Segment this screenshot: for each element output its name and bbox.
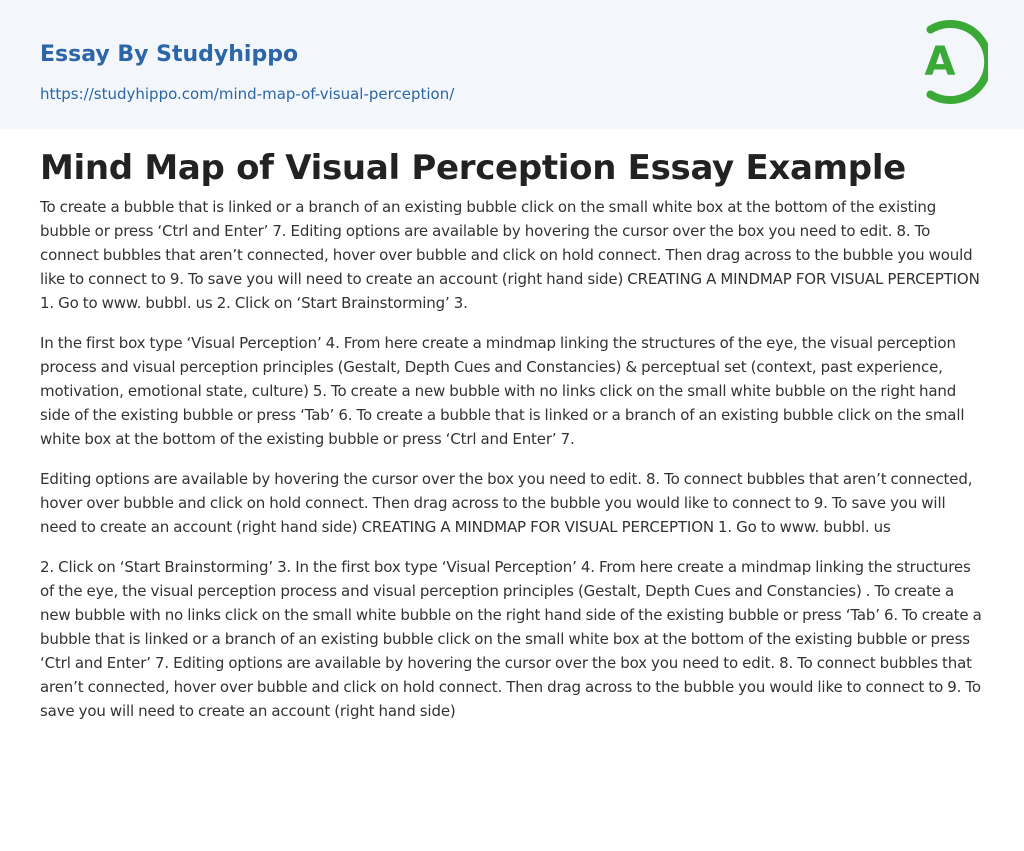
- brand-title[interactable]: Essay By Studyhippo: [40, 42, 299, 67]
- paragraph: To create a bubble that is linked or a branch of an existing bubble click on the small white box at the bottom of the existing bubble or press ‘Ctrl and Enter’ 7. Editing options are available by hovering the cursor over the box you need to edit. 8. To connect bubbles that aren’t connected, hover over bubble and click on hold connect. Then drag across to the bubble you would like to connect to 9. To save you will need to create an account (right hand side) CREATING A MINDMAP FOR VISUAL PERCEPTION 1. Go to www. bubbl. us 2. Click on ‘Start Brainstorming’ 3.: [40, 198, 980, 312]
- paragraph: 2. Click on ‘Start Brainstorming’ 3. In the first box type ‘Visual Perception’ 4. From here create a mindmap linking the structures of the eye, the visual perception process and visual perception principles (Gestalt, Depth Cues and Constancies) . To create a new bubble with no links click on the small white bubble on the right hand side of the existing bubble or press ‘Tab’ 6. To create a bubble that is linked or a branch of an existing bubble click on the small white box at the bottom of the existing bubble or press ‘Ctrl and Enter’ 7. Editing options are available by hovering the cursor over the box you need to edit. 8. To connect bubbles that aren’t connected, hover over bubble and click on hold connect. Then drag across to the bubble you would like to connect to 9. To save you will need to create an account (right hand side): [40, 558, 982, 720]
- site-header: [0, 0, 1024, 129]
- source-url-link[interactable]: https://studyhippo.com/mind-map-of-visual-perception/: [40, 85, 455, 103]
- paragraph: Editing options are available by hovering the cursor over the box you need to edit. 8. To connect bubbles that aren’t connected, hover over bubble and click on hold connect. Then drag across to the bubble you would like to connect to 9. To save you will need to create an account (right hand side) CREATING A MINDMAP FOR VISUAL PERCEPTION 1. Go to www. bubbl. us: [40, 470, 973, 536]
- paragraph: In the first box type ‘Visual Perception’ 4. From here create a mindmap linking the structures of the eye, the visual perception process and visual perception principles (Gestalt, Depth Cues and Constancies) & perceptual set (context, past experience, motivation, emotional state, culture) 5. To create a new bubble with no links click on the small white bubble on the right hand side of the existing bubble or press ‘Tab’ 6. To create a bubble that is linked or a branch of an existing bubble click on the small white box at the bottom of the existing bubble or press ‘Ctrl and Enter’ 7.: [40, 334, 965, 448]
- logo-letter: A: [924, 39, 956, 85]
- studyhippo-logo-icon[interactable]: [908, 18, 988, 106]
- article-body: [0, 147, 1024, 723]
- page-title: Mind Map of Visual Perception Essay Example: [40, 148, 906, 188]
- logo-ring-icon: [908, 18, 988, 106]
